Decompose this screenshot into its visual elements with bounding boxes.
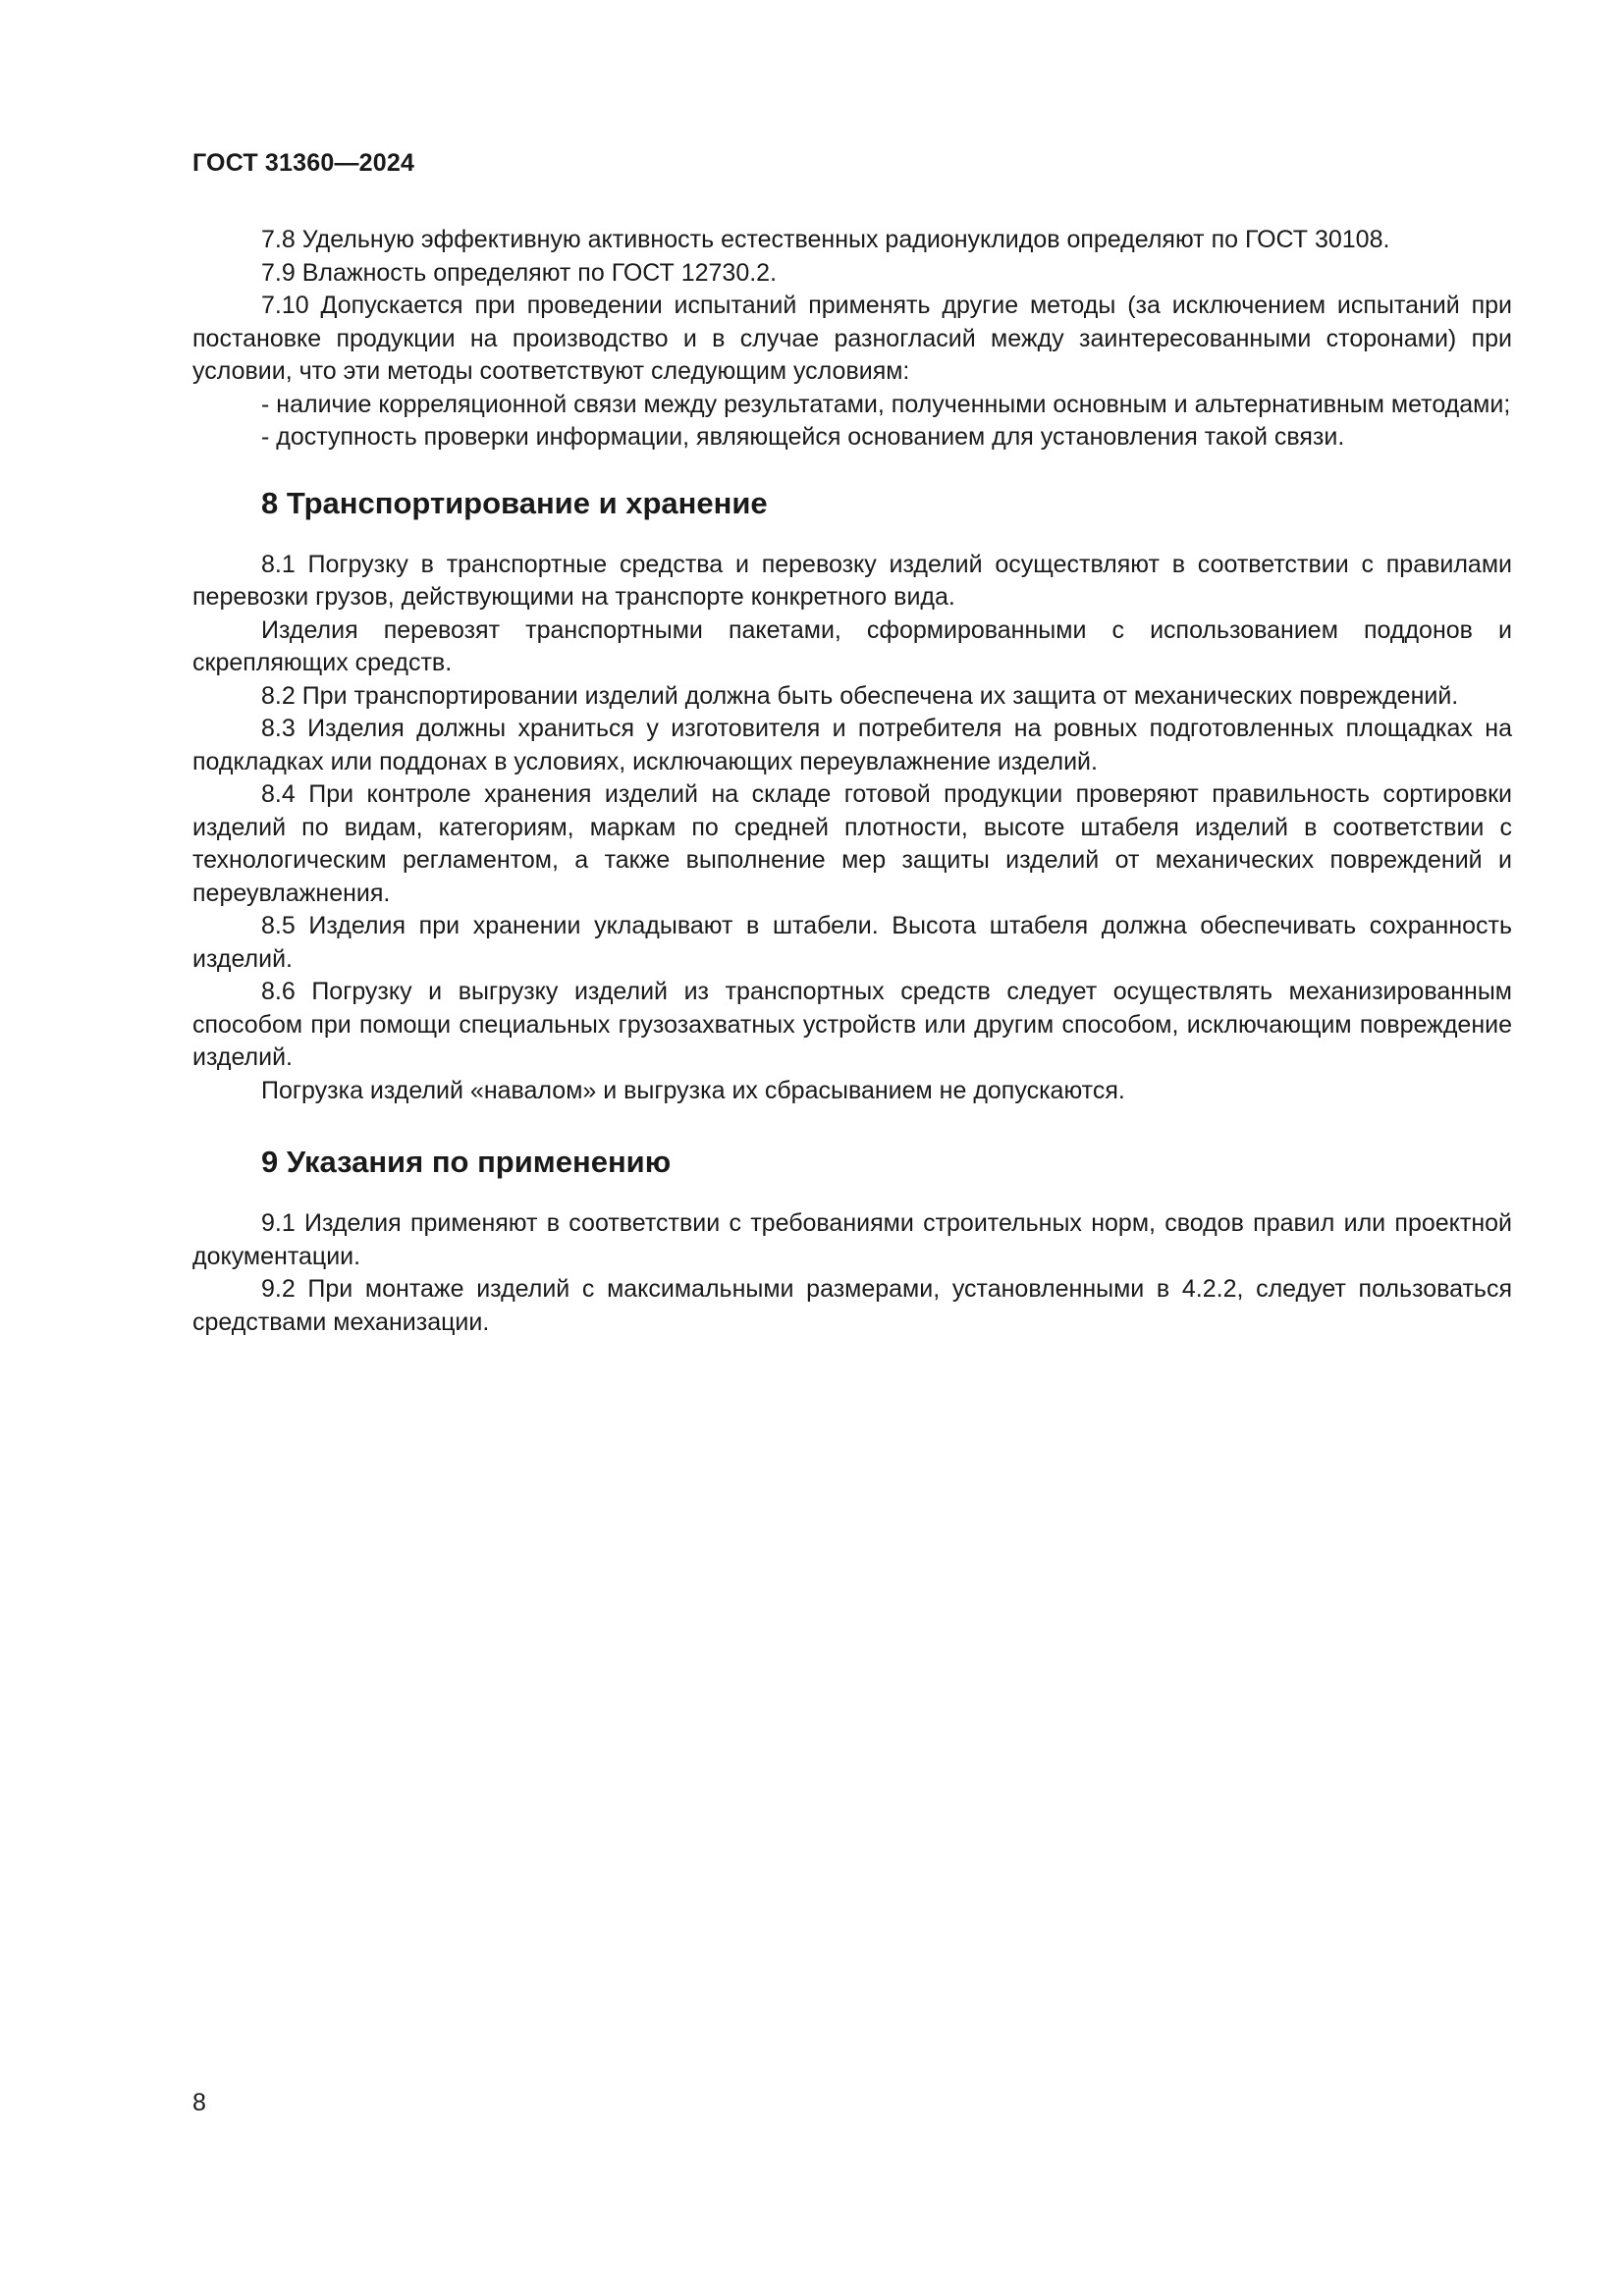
paragraph-8-1-cont: Изделия перевозят транспортными пакетами, сформированными с использованием поддонов и скрепляющих средств.: [192, 615, 1512, 676]
list-item-verification: - доступность проверки информации, являющейся основанием для установления такой связи.: [261, 423, 1345, 451]
paragraph-8-5: 8.5 Изделия при хранении укладывают в штабели. Высота штабеля должна обеспечивать сохранность изделий.: [192, 912, 1512, 973]
paragraph-7-9: 7.9 Влажность определяют по ГОСТ 12730.2.: [261, 258, 778, 287]
section-9-title: 9 Указания по применению: [261, 1145, 672, 1179]
paragraph-8-4: 8.4 При контроле хранения изделий на складе готовой продукции проверяют правильность сортировки изделий по видам, категориям, маркам по средней плотности, высоте штабеля изделий в соответствии с технологическим регламентом, а также выполнение мер защиты изделий от механических повреждений и переувлажнения.: [192, 780, 1512, 907]
paragraph-8-2: 8.2 При транспортировании изделий должна быть обеспечена их защита от механических повреждений.: [261, 681, 1459, 710]
paragraph-8-6: 8.6 Погрузку и выгрузку изделий из транспортных средств следует осуществлять механизированным способом при помощи специальных грузозахватных устройств или другим способом, исключающим повреждение изделий.: [192, 978, 1512, 1071]
paragraph-8-6-cont: Погрузка изделий «навалом» и выгрузка их сбрасыванием не допускаются.: [261, 1076, 1125, 1104]
page-number: 8: [192, 2089, 206, 2116]
paragraph-7-10: 7.10 Допускается при проведении испытаний применять другие методы (за исключением испытаний при постановке продукции на производство и в случае разногласий между заинтересованными сторонами) при условии, что эти методы соответствуют следующим условиям:: [192, 292, 1512, 385]
section-8-title: 8 Транспортирование и хранение: [261, 485, 768, 520]
page-content: [192, 224, 1512, 1339]
paragraph-8-1: 8.1 Погрузку в транспортные средства и перевозку изделий осуществляют в соответствии с правилами перевозки грузов, действующими на транспорте конкретного вида.: [192, 550, 1512, 611]
paragraph-9-1: 9.1 Изделия применяют в соответствии с требованиями строительных норм, сводов правил или проектной документации.: [192, 1209, 1512, 1270]
paragraph-9-2: 9.2 При монтаже изделий с максимальными размерами, установленными в 4.2.2, следует пользоваться средствами механизации.: [192, 1275, 1512, 1336]
document-header: ГОСТ 31360—2024: [192, 149, 415, 177]
paragraph-7-8: 7.8 Удельную эффективную активность естественных радионуклидов определяют по ГОСТ 30108.: [261, 226, 1390, 253]
list-item-correlation: - наличие корреляционной связи между результатами, полученными основным и альтернативным методами;: [261, 390, 1511, 418]
paragraph-8-3: 8.3 Изделия должны храниться у изготовителя и потребителя на ровных подготовленных площадках на подкладках или поддонах в условиях, исключающих переувлажнение изделий.: [192, 715, 1512, 775]
